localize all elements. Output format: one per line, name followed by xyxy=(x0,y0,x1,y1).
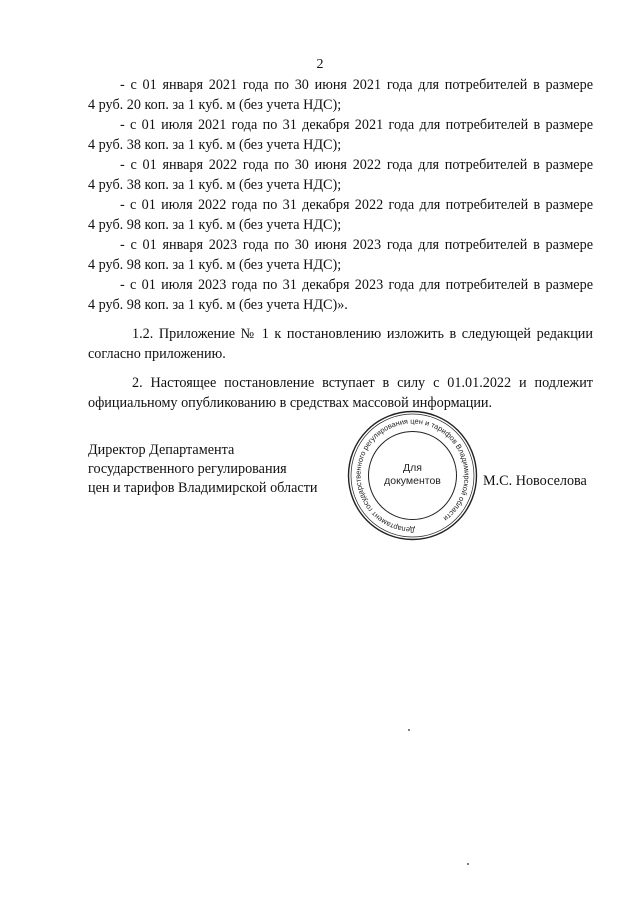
tariff-item-period: - с 01 января 2021 года по 30 июня 2021 года для потребителей в размере xyxy=(120,77,593,93)
tariff-item xyxy=(88,156,593,195)
tariff-item-price: 4 руб. 20 коп. за 1 куб. м (без учета НДС); xyxy=(88,96,342,113)
stamp-ring-text: Департамент государственного регулирования цен и тарифов Владимирской области xyxy=(353,416,472,535)
tariff-item-price: 4 руб. 98 коп. за 1 куб. м (без учета НДС); xyxy=(88,216,342,233)
tariff-item xyxy=(88,196,593,235)
signatory-title-line: государственного регулирования xyxy=(88,461,287,477)
tariff-item xyxy=(88,76,593,115)
tariff-item-price: 4 руб. 38 коп. за 1 куб. м (без учета НДС); xyxy=(88,136,342,153)
clause-2 xyxy=(88,374,593,413)
scan-speck xyxy=(467,863,469,865)
tariff-item xyxy=(88,276,593,315)
signatory-title xyxy=(88,441,318,498)
clause-1-2-line-2: согласно приложению. xyxy=(88,345,226,362)
tariff-item xyxy=(88,116,593,155)
tariff-item-price: 4 руб. 38 коп. за 1 куб. м (без учета НДС); xyxy=(88,176,342,193)
scan-speck xyxy=(408,729,410,731)
stamp-center-line: Для xyxy=(403,462,422,474)
tariff-item-period: - с 01 июля 2021 года по 31 декабря 2021 года для потребителей в размере xyxy=(120,117,593,133)
tariff-item-price: 4 руб. 98 коп. за 1 куб. м (без учета НДС); xyxy=(88,256,342,273)
tariff-item-period: - с 01 января 2022 года по 30 июня 2022 года для потребителей в размере xyxy=(120,157,593,173)
tariff-item xyxy=(88,236,593,275)
tariff-item-period: - с 01 января 2023 года по 30 июня 2023 года для потребителей в размере xyxy=(120,237,593,253)
clause-1-2-line-1: 1.2. Приложение № 1 к постановлению изложить в следующей редакции xyxy=(132,326,593,342)
document-body xyxy=(88,76,593,413)
signatory-name: М.С. Новоселова xyxy=(483,473,587,489)
tariff-item-price: 4 руб. 98 коп. за 1 куб. м (без учета НДС)». xyxy=(88,296,348,313)
page-number: 2 xyxy=(316,57,324,72)
clause-2-line-2: официальному опубликованию в средствах массовой информации. xyxy=(88,394,493,411)
tariff-item-period: - с 01 июля 2022 года по 31 декабря 2022 года для потребителей в размере xyxy=(120,197,593,213)
stamp-center-line: документов xyxy=(384,475,441,487)
clause-1-2 xyxy=(88,325,593,364)
tariff-item-period: - с 01 июля 2023 года по 31 декабря 2023 года для потребителей в размере xyxy=(120,277,593,293)
official-stamp xyxy=(345,408,480,543)
clause-2-line-1: 2. Настоящее постановление вступает в силу с 01.01.2022 и подлежит xyxy=(132,375,593,391)
signatory-title-line: цен и тарифов Владимирской области xyxy=(88,480,318,496)
signatory-title-line: Директор Департамента xyxy=(88,442,235,458)
